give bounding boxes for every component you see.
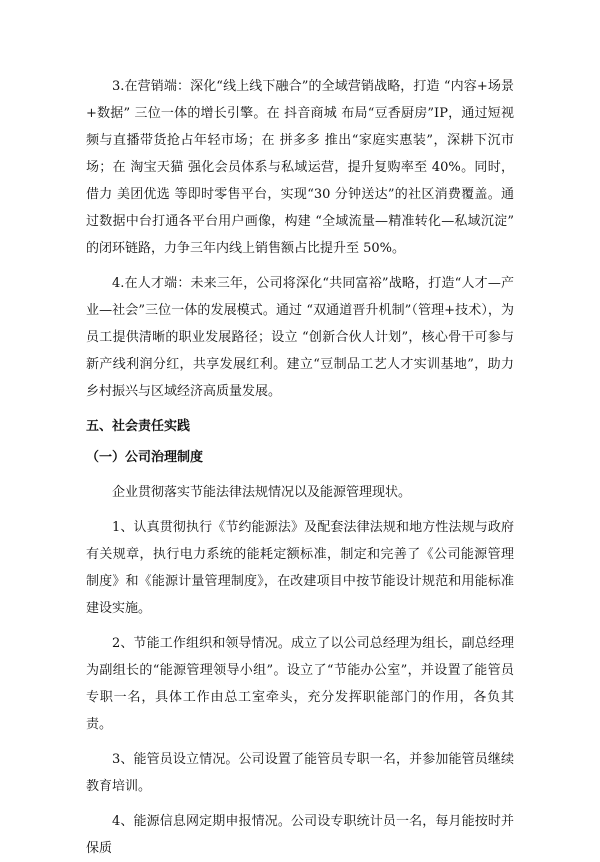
energy-item-3-paragraph: 3、能管员设立情况。公司设置了能管员专职一名，并参加能管员继续教育培训。 (86, 752, 514, 794)
energy-item-4-paragraph: 4、能源信息网定期申报情况。公司设专职统计员一名，每月能按时并保质 (86, 814, 514, 856)
document-body (86, 73, 514, 862)
energy-item-2-paragraph: 2、节能工作组织和领导情况。成立了以公司总经理为组长，副总经理为副组长的“能源管理领导小组”。设立了“节能办公室”，并设置了能管员专职一名，具体工作由总工室牵头，充分发挥职能部门的作用，各负其责。 (86, 636, 514, 732)
marketing-paragraph: 3.在营销端：深化“线上线下融合”的全域营销战略，打造 “内容+场景+数据” 三位一体的增长引擎。在 抖音商城 布局“豆香厨房”IP，通过短视频与直播带货抢占年轻市场；在 拼多多 推出“家庭实惠装”，深耕下沉市场；在 淘宝天猫 强化会员体系与私域运营，提升复购率至 40%。同时，借力 美团优选 等即时零售平台，实现“30 分钟送达”的社区消费覆盖。通过数据中台打通各平台用户画像，构建 “全域流量—精准转化—私域沉淀” 的闭环链路，力争三年内线上销售额占比提升至 50%。 (86, 79, 514, 256)
talent-paragraph: 4.在人才端：未来三年，公司将深化“共同富裕”战略，打造“人才—产业—社会”三位一体的发展模式。通过 “双通道晋升机制”（管理+技术），为员工提供清晰的职业发展路径；设立 “创新合伙人计划”，核心骨干可参与新产线利润分红，共享发展红利。建立“豆制品工艺人才实训基地”，助力乡村振兴与区域经济高质量发展。 (86, 276, 514, 399)
section-five-heading: 五、社会责任实践 (86, 419, 191, 434)
energy-item-1-paragraph: 1、认真贯彻执行《节约能源法》及配套法律法规和地方性法规与政府有关规章，执行电力系统的能耗定额标准，制定和完善了《公司能源管理制度》和《能源计量管理制度》，在改建项目中按节能设计规范和用能标准建设实施。 (86, 520, 514, 616)
governance-subheading: （一）公司治理制度 (86, 450, 204, 465)
energy-intro-paragraph: 企业贯彻落实节能法律法规情况以及能源管理现状。 (112, 485, 412, 500)
